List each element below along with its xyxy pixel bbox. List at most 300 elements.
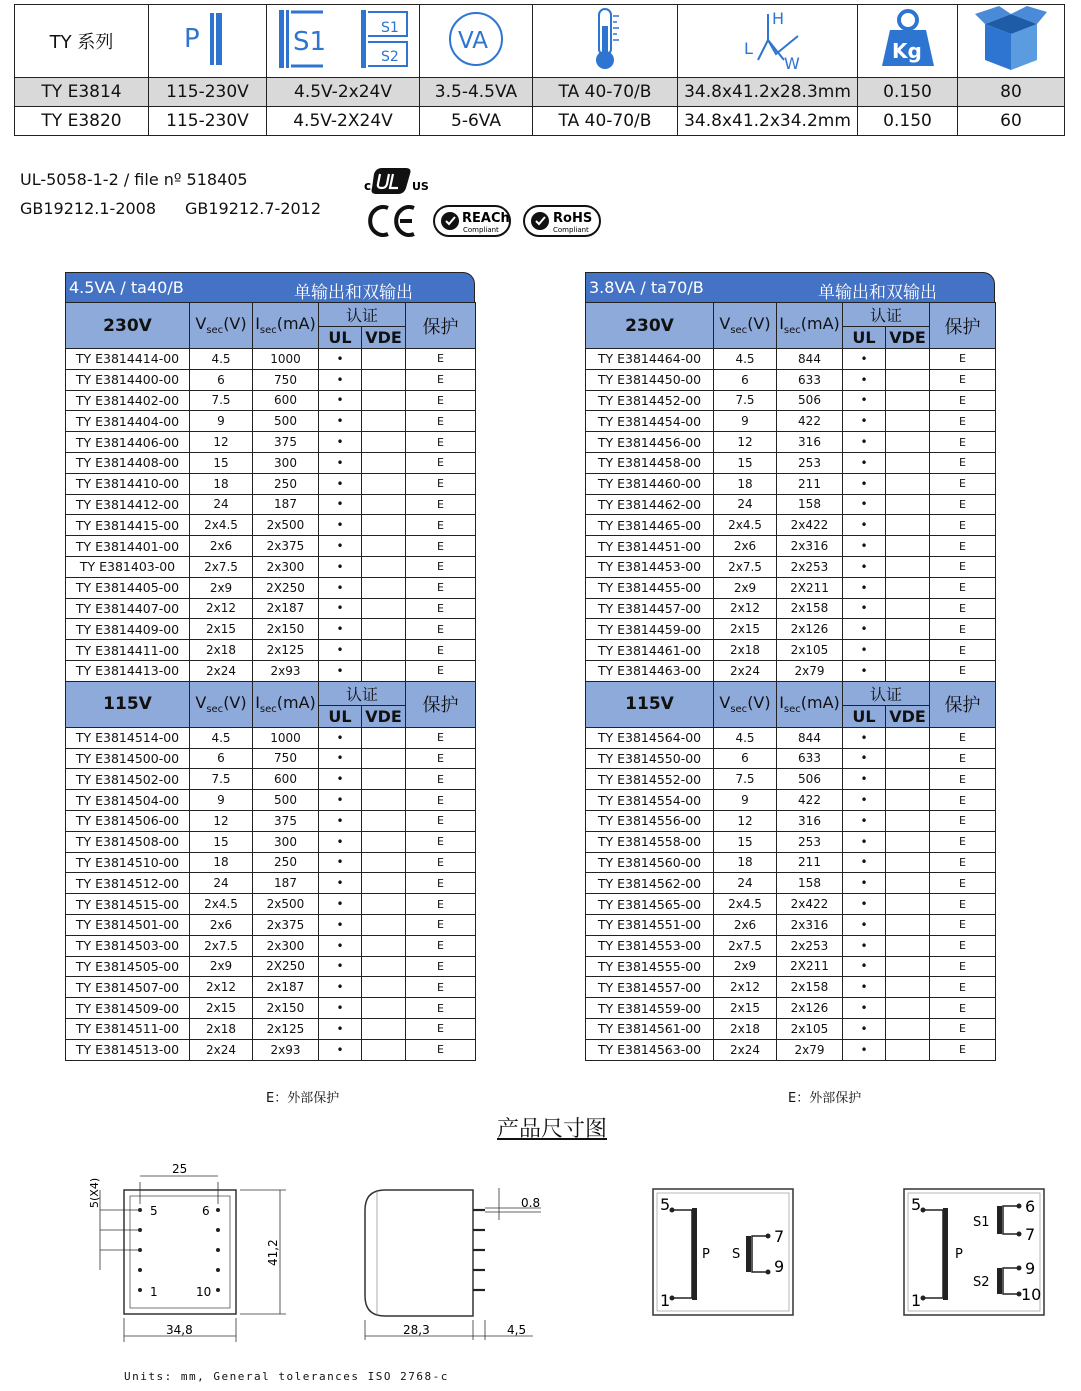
vsec-value: 2x6 [714, 914, 777, 935]
secondary-icons [267, 5, 420, 78]
protection-value: E [406, 831, 476, 852]
sch2-s1-label: S1 [973, 1215, 990, 1230]
ul-mark: • [319, 598, 362, 619]
sch2-pin-7: 7 [1025, 1225, 1036, 1244]
part-number: TY E3814559-00 [586, 998, 714, 1019]
dim-28-3-label: 28,3 [403, 1323, 430, 1337]
table-row [66, 619, 476, 640]
vsec-header [714, 303, 777, 349]
vde-mark [362, 660, 406, 681]
ul-mark: • [843, 556, 886, 577]
table-row [66, 1018, 476, 1039]
isec-value: 2x126 [777, 619, 843, 640]
vde-mark [362, 894, 406, 915]
vsec-unit: (V) [223, 314, 247, 334]
isec-value: 1000 [253, 727, 319, 748]
ul-mark: • [843, 1018, 886, 1039]
protection-value: E [930, 1018, 996, 1039]
sch2-pin-9: 9 [1025, 1259, 1036, 1278]
part-number: TY E3814459-00 [586, 619, 714, 640]
ul-header: UL [319, 705, 362, 727]
table-row [586, 727, 996, 748]
protection-value: E [406, 873, 476, 894]
vsec-value: 2x12 [190, 977, 253, 998]
model-weight: 0.150 [858, 107, 958, 136]
left-block-title: 4.5VA / ta40/B [69, 278, 184, 297]
table-row [586, 369, 996, 390]
isec-value: 600 [253, 769, 319, 790]
w-text: W [783, 53, 800, 72]
vde-mark [362, 769, 406, 790]
isec-value: 2x300 [253, 935, 319, 956]
part-number: TY E3814465-00 [586, 515, 714, 536]
part-number: TY E3814512-00 [66, 873, 190, 894]
vde-mark [362, 536, 406, 557]
vsec-value: 2x12 [190, 598, 253, 619]
vde-mark [362, 914, 406, 935]
sch-pin-1: 1 [660, 1291, 671, 1310]
vsec-value: 2x6 [714, 536, 777, 557]
pin-6-label: 6 [202, 1204, 210, 1218]
vde-mark [886, 727, 930, 748]
isec-value: 506 [777, 769, 843, 790]
isec-value: 2X250 [253, 956, 319, 977]
side-view-drawing [355, 1180, 555, 1350]
isec-unit: (mA) [276, 314, 316, 334]
table-row [66, 494, 476, 515]
table-row [66, 598, 476, 619]
table-row [586, 494, 996, 515]
isec-value: 2x79 [777, 660, 843, 681]
vsec-sub: sec [206, 704, 224, 716]
vsec-value: 2x18 [190, 640, 253, 661]
left-data-table [65, 302, 476, 1061]
isec-value: 2x316 [777, 536, 843, 557]
vsec-unit: (V) [747, 693, 771, 713]
model-qty: 60 [958, 107, 1065, 136]
vsec-value: 2x9 [714, 577, 777, 598]
protection-value: E [930, 748, 996, 769]
table-row [66, 810, 476, 831]
vde-mark [362, 977, 406, 998]
part-number: TY E3814401-00 [66, 536, 190, 557]
protection-value: E [930, 556, 996, 577]
dimension-drawing-title: 产品尺寸图 [497, 1117, 608, 1142]
table-row [586, 556, 996, 577]
isec-sub: sec [259, 325, 277, 337]
part-number: TY E3814513-00 [66, 1039, 190, 1060]
vde-mark [362, 349, 406, 370]
thermometer-icon [533, 5, 678, 78]
table-row [586, 1039, 996, 1060]
table-row [586, 619, 996, 640]
isec-value: 2x93 [253, 1039, 319, 1060]
part-number: TY E3814514-00 [66, 727, 190, 748]
dim-34-8-label: 34,8 [166, 1323, 193, 1337]
vsec-value: 15 [190, 831, 253, 852]
ul-us-text: US [412, 180, 429, 193]
ul-mark: • [843, 894, 886, 915]
ul-mark: • [319, 914, 362, 935]
cert-logos [362, 166, 612, 242]
sch2-pin-1: 1 [911, 1291, 922, 1310]
right-data-table [585, 302, 996, 1061]
vsec-value: 18 [714, 473, 777, 494]
model-dims: 34.8x41.2x28.3mm [678, 78, 858, 107]
vde-mark [886, 998, 930, 1019]
vsec-value: 6 [190, 369, 253, 390]
protection-header: 保护 [930, 681, 996, 727]
part-number: TY E3814408-00 [66, 452, 190, 473]
isec-value: 187 [253, 873, 319, 894]
vde-mark [886, 748, 930, 769]
table-row [586, 914, 996, 935]
ul-header: UL [319, 327, 362, 349]
isec-value: 500 [253, 411, 319, 432]
table-row [586, 935, 996, 956]
vde-mark [886, 432, 930, 453]
isec-header [777, 303, 843, 349]
isec-value: 2x500 [253, 894, 319, 915]
vde-mark [886, 894, 930, 915]
protection-value: E [406, 852, 476, 873]
kg-text: Kg [891, 38, 922, 63]
primary-icon [149, 5, 267, 78]
ul-cert-text: UL-5058-1-2 / file nº 518405 [20, 170, 248, 189]
vde-header: VDE [362, 705, 406, 727]
ul-mark: • [843, 914, 886, 935]
ul-c-text: c [364, 179, 372, 193]
isec-header [253, 681, 319, 727]
table-row [586, 536, 996, 557]
left-product-block [65, 272, 475, 1061]
vde-mark [362, 956, 406, 977]
vsec-value: 12 [190, 810, 253, 831]
vde-mark [886, 769, 930, 790]
vsec-value: 2x12 [714, 598, 777, 619]
vde-mark [362, 790, 406, 811]
isec-value: 422 [777, 411, 843, 432]
ul-mark: • [843, 369, 886, 390]
ul-mark: • [319, 977, 362, 998]
model-output: 4.5V-2X24V [267, 107, 420, 136]
table-row [586, 977, 996, 998]
vsec-value: 15 [714, 452, 777, 473]
vde-mark [886, 1039, 930, 1060]
vsec-value: 2x24 [190, 1039, 253, 1060]
part-number: TY E3814509-00 [66, 998, 190, 1019]
ul-mark: • [319, 1018, 362, 1039]
ul-mark: • [843, 790, 886, 811]
table-row [66, 914, 476, 935]
protection-value: E [406, 432, 476, 453]
table-row [586, 473, 996, 494]
cert-header: 认证 [319, 303, 406, 327]
part-number: TY E3814560-00 [586, 852, 714, 873]
part-number: TY E3814551-00 [586, 914, 714, 935]
vde-mark [886, 914, 930, 935]
protection-value: E [406, 956, 476, 977]
vsec-value: 2x4.5 [190, 515, 253, 536]
ul-header: UL [843, 327, 886, 349]
vde-mark [886, 810, 930, 831]
protection-value: E [406, 640, 476, 661]
isec-value: 316 [777, 432, 843, 453]
vsec-value: 9 [190, 790, 253, 811]
vsec-value: 18 [190, 852, 253, 873]
part-number: TY E3814405-00 [66, 577, 190, 598]
section-voltage-label: 115V [66, 681, 190, 727]
dim-41-2-label: 41,2 [266, 1239, 280, 1266]
vde-mark [886, 956, 930, 977]
vde-header: VDE [886, 327, 930, 349]
protection-value: E [930, 769, 996, 790]
right-table-body [586, 303, 996, 1061]
protection-header: 保护 [406, 303, 476, 349]
vde-header: VDE [886, 705, 930, 727]
model-qty: 80 [958, 78, 1065, 107]
primary-p-text: P [183, 23, 200, 54]
vsec-value: 2x4.5 [190, 894, 253, 915]
table-row [586, 873, 996, 894]
ul-mark: • [843, 349, 886, 370]
model-input: 115-230V [149, 107, 267, 136]
spec-table [14, 4, 1065, 136]
vsec-value: 4.5 [190, 727, 253, 748]
l-text: L [743, 38, 753, 58]
vde-mark [362, 1039, 406, 1060]
protection-value: E [930, 998, 996, 1019]
model-power: 5-6VA [420, 107, 533, 136]
table-row [586, 432, 996, 453]
vsec-value: 24 [714, 494, 777, 515]
vsec-value: 4.5 [190, 349, 253, 370]
vsec-value: 9 [714, 411, 777, 432]
protection-value: E [406, 473, 476, 494]
model-power: 3.5-4.5VA [420, 78, 533, 107]
ul-mark: • [843, 852, 886, 873]
box-icon [958, 5, 1065, 78]
vde-mark [362, 619, 406, 640]
ul-mark: • [843, 432, 886, 453]
left-footnote: E：外部保护 [266, 1091, 340, 1106]
ul-mark: • [843, 536, 886, 557]
vsec-value: 15 [714, 831, 777, 852]
vde-mark [886, 598, 930, 619]
ul-mark: • [319, 452, 362, 473]
cert-header: 认证 [319, 681, 406, 705]
table-row [586, 390, 996, 411]
vsec-letter: V [195, 314, 207, 334]
table-row [66, 956, 476, 977]
ul-mark: • [319, 727, 362, 748]
ul-mark: • [843, 769, 886, 790]
vde-mark [362, 598, 406, 619]
table-row [66, 831, 476, 852]
ul-mark: • [319, 473, 362, 494]
table-row [66, 873, 476, 894]
ul-mark: • [843, 831, 886, 852]
ul-mark: • [319, 831, 362, 852]
sch-s-label: S [732, 1247, 741, 1262]
protection-value: E [406, 935, 476, 956]
vde-mark [886, 1018, 930, 1039]
part-number: TY E3814564-00 [586, 727, 714, 748]
protection-value: E [930, 452, 996, 473]
isec-sub: sec [783, 325, 801, 337]
isec-value: 2x125 [253, 1018, 319, 1039]
isec-value: 2x253 [777, 556, 843, 577]
single-output-schematic [652, 1188, 794, 1316]
table-row [66, 1039, 476, 1060]
vde-mark [362, 452, 406, 473]
part-number: TY E3814458-00 [586, 452, 714, 473]
isec-value: 2x105 [777, 640, 843, 661]
table-row [66, 640, 476, 661]
isec-value: 2X250 [253, 577, 319, 598]
model-name: TY E3820 [15, 107, 149, 136]
vsec-header [190, 681, 253, 727]
part-number: TY E3814409-00 [66, 619, 190, 640]
isec-value: 2X211 [777, 956, 843, 977]
vsec-value: 2x7.5 [190, 935, 253, 956]
table-row [586, 956, 996, 977]
ul-mark: • [319, 894, 362, 915]
protection-value: E [930, 956, 996, 977]
protection-header: 保护 [930, 303, 996, 349]
part-number: TY E3814515-00 [66, 894, 190, 915]
isec-value: 300 [253, 452, 319, 473]
vsec-value: 2x9 [714, 956, 777, 977]
vsec-value: 2x12 [714, 977, 777, 998]
part-number: TY E3814554-00 [586, 790, 714, 811]
vsec-value: 9 [714, 790, 777, 811]
vde-mark [886, 349, 930, 370]
part-number: TY E3814505-00 [66, 956, 190, 977]
vsec-value: 2x4.5 [714, 894, 777, 915]
sch2-pin-6: 6 [1025, 1197, 1036, 1216]
vsec-sub: sec [206, 325, 224, 337]
vsec-value: 2x15 [190, 998, 253, 1019]
isec-value: 2x253 [777, 935, 843, 956]
vsec-value: 2x6 [190, 536, 253, 557]
isec-value: 750 [253, 369, 319, 390]
isec-value: 187 [253, 494, 319, 515]
vsec-value: 24 [714, 873, 777, 894]
table-row [66, 556, 476, 577]
vsec-value: 6 [714, 369, 777, 390]
table-row [586, 515, 996, 536]
table-row [66, 935, 476, 956]
ul-mark: • [843, 1039, 886, 1060]
table-row [586, 748, 996, 769]
vde-mark [886, 831, 930, 852]
vsec-value: 2x9 [190, 577, 253, 598]
vsec-value: 2x15 [714, 998, 777, 1019]
sch2-pin-10: 10 [1021, 1285, 1042, 1304]
isec-value: 844 [777, 727, 843, 748]
sch-pin-7: 7 [774, 1227, 785, 1246]
model-row [15, 78, 1065, 107]
vde-mark [886, 790, 930, 811]
ul-mark: • [843, 810, 886, 831]
table-row [586, 790, 996, 811]
vsec-value: 2x7.5 [714, 935, 777, 956]
vde-mark [362, 727, 406, 748]
ul-mark: • [843, 998, 886, 1019]
vde-mark [362, 873, 406, 894]
model-output: 4.5V-2x24V [267, 78, 420, 107]
protection-value: E [930, 494, 996, 515]
vsec-value: 6 [190, 748, 253, 769]
ul-mark: • [843, 411, 886, 432]
sch-pin-5: 5 [660, 1195, 671, 1214]
vde-mark [886, 852, 930, 873]
isec-letter: I [255, 314, 260, 334]
part-number: TY E3814556-00 [586, 810, 714, 831]
rohs-logo [524, 206, 600, 236]
dim-0-8-label: 0.8 [521, 1196, 541, 1210]
left-table-body [66, 303, 476, 1061]
protection-value: E [406, 748, 476, 769]
protection-value: E [406, 536, 476, 557]
protection-value: E [930, 390, 996, 411]
pin-5-label: 5 [150, 1204, 158, 1218]
part-number: TY E3814413-00 [66, 660, 190, 681]
table-row [586, 831, 996, 852]
vsec-letter: V [195, 693, 207, 713]
h-text: H [771, 8, 784, 28]
dual-output-schematic [903, 1188, 1045, 1316]
vde-mark [362, 935, 406, 956]
part-number: TY E3814410-00 [66, 473, 190, 494]
table-row [66, 515, 476, 536]
dim-25-label: 25 [172, 1162, 188, 1176]
part-number: TY E3814406-00 [66, 432, 190, 453]
section-header-row [66, 681, 476, 705]
protection-value: E [930, 349, 996, 370]
ul-mark: • [319, 935, 362, 956]
protection-value: E [930, 577, 996, 598]
isec-value: 211 [777, 473, 843, 494]
isec-value: 600 [253, 390, 319, 411]
table-row [66, 769, 476, 790]
reach-text: REACh [462, 211, 510, 226]
part-number: TY E3814464-00 [586, 349, 714, 370]
vde-mark [886, 390, 930, 411]
part-number: TY E3814456-00 [586, 432, 714, 453]
vde-header: VDE [362, 327, 406, 349]
isec-header [253, 303, 319, 349]
isec-value: 2x158 [777, 977, 843, 998]
isec-unit: (mA) [800, 693, 840, 713]
vde-mark [362, 748, 406, 769]
vde-mark [362, 577, 406, 598]
vsec-value: 7.5 [190, 390, 253, 411]
part-number: TY E3814507-00 [66, 977, 190, 998]
protection-header: 保护 [406, 681, 476, 727]
isec-value: 2x125 [253, 640, 319, 661]
protection-value: E [930, 660, 996, 681]
protection-value: E [930, 515, 996, 536]
sch2-p-label: P [955, 1247, 963, 1262]
vsec-unit: (V) [747, 314, 771, 334]
protection-value: E [406, 494, 476, 515]
vsec-value: 12 [190, 432, 253, 453]
isec-value: 2x300 [253, 556, 319, 577]
ul-mark: • [319, 769, 362, 790]
ul-mark: • [319, 956, 362, 977]
